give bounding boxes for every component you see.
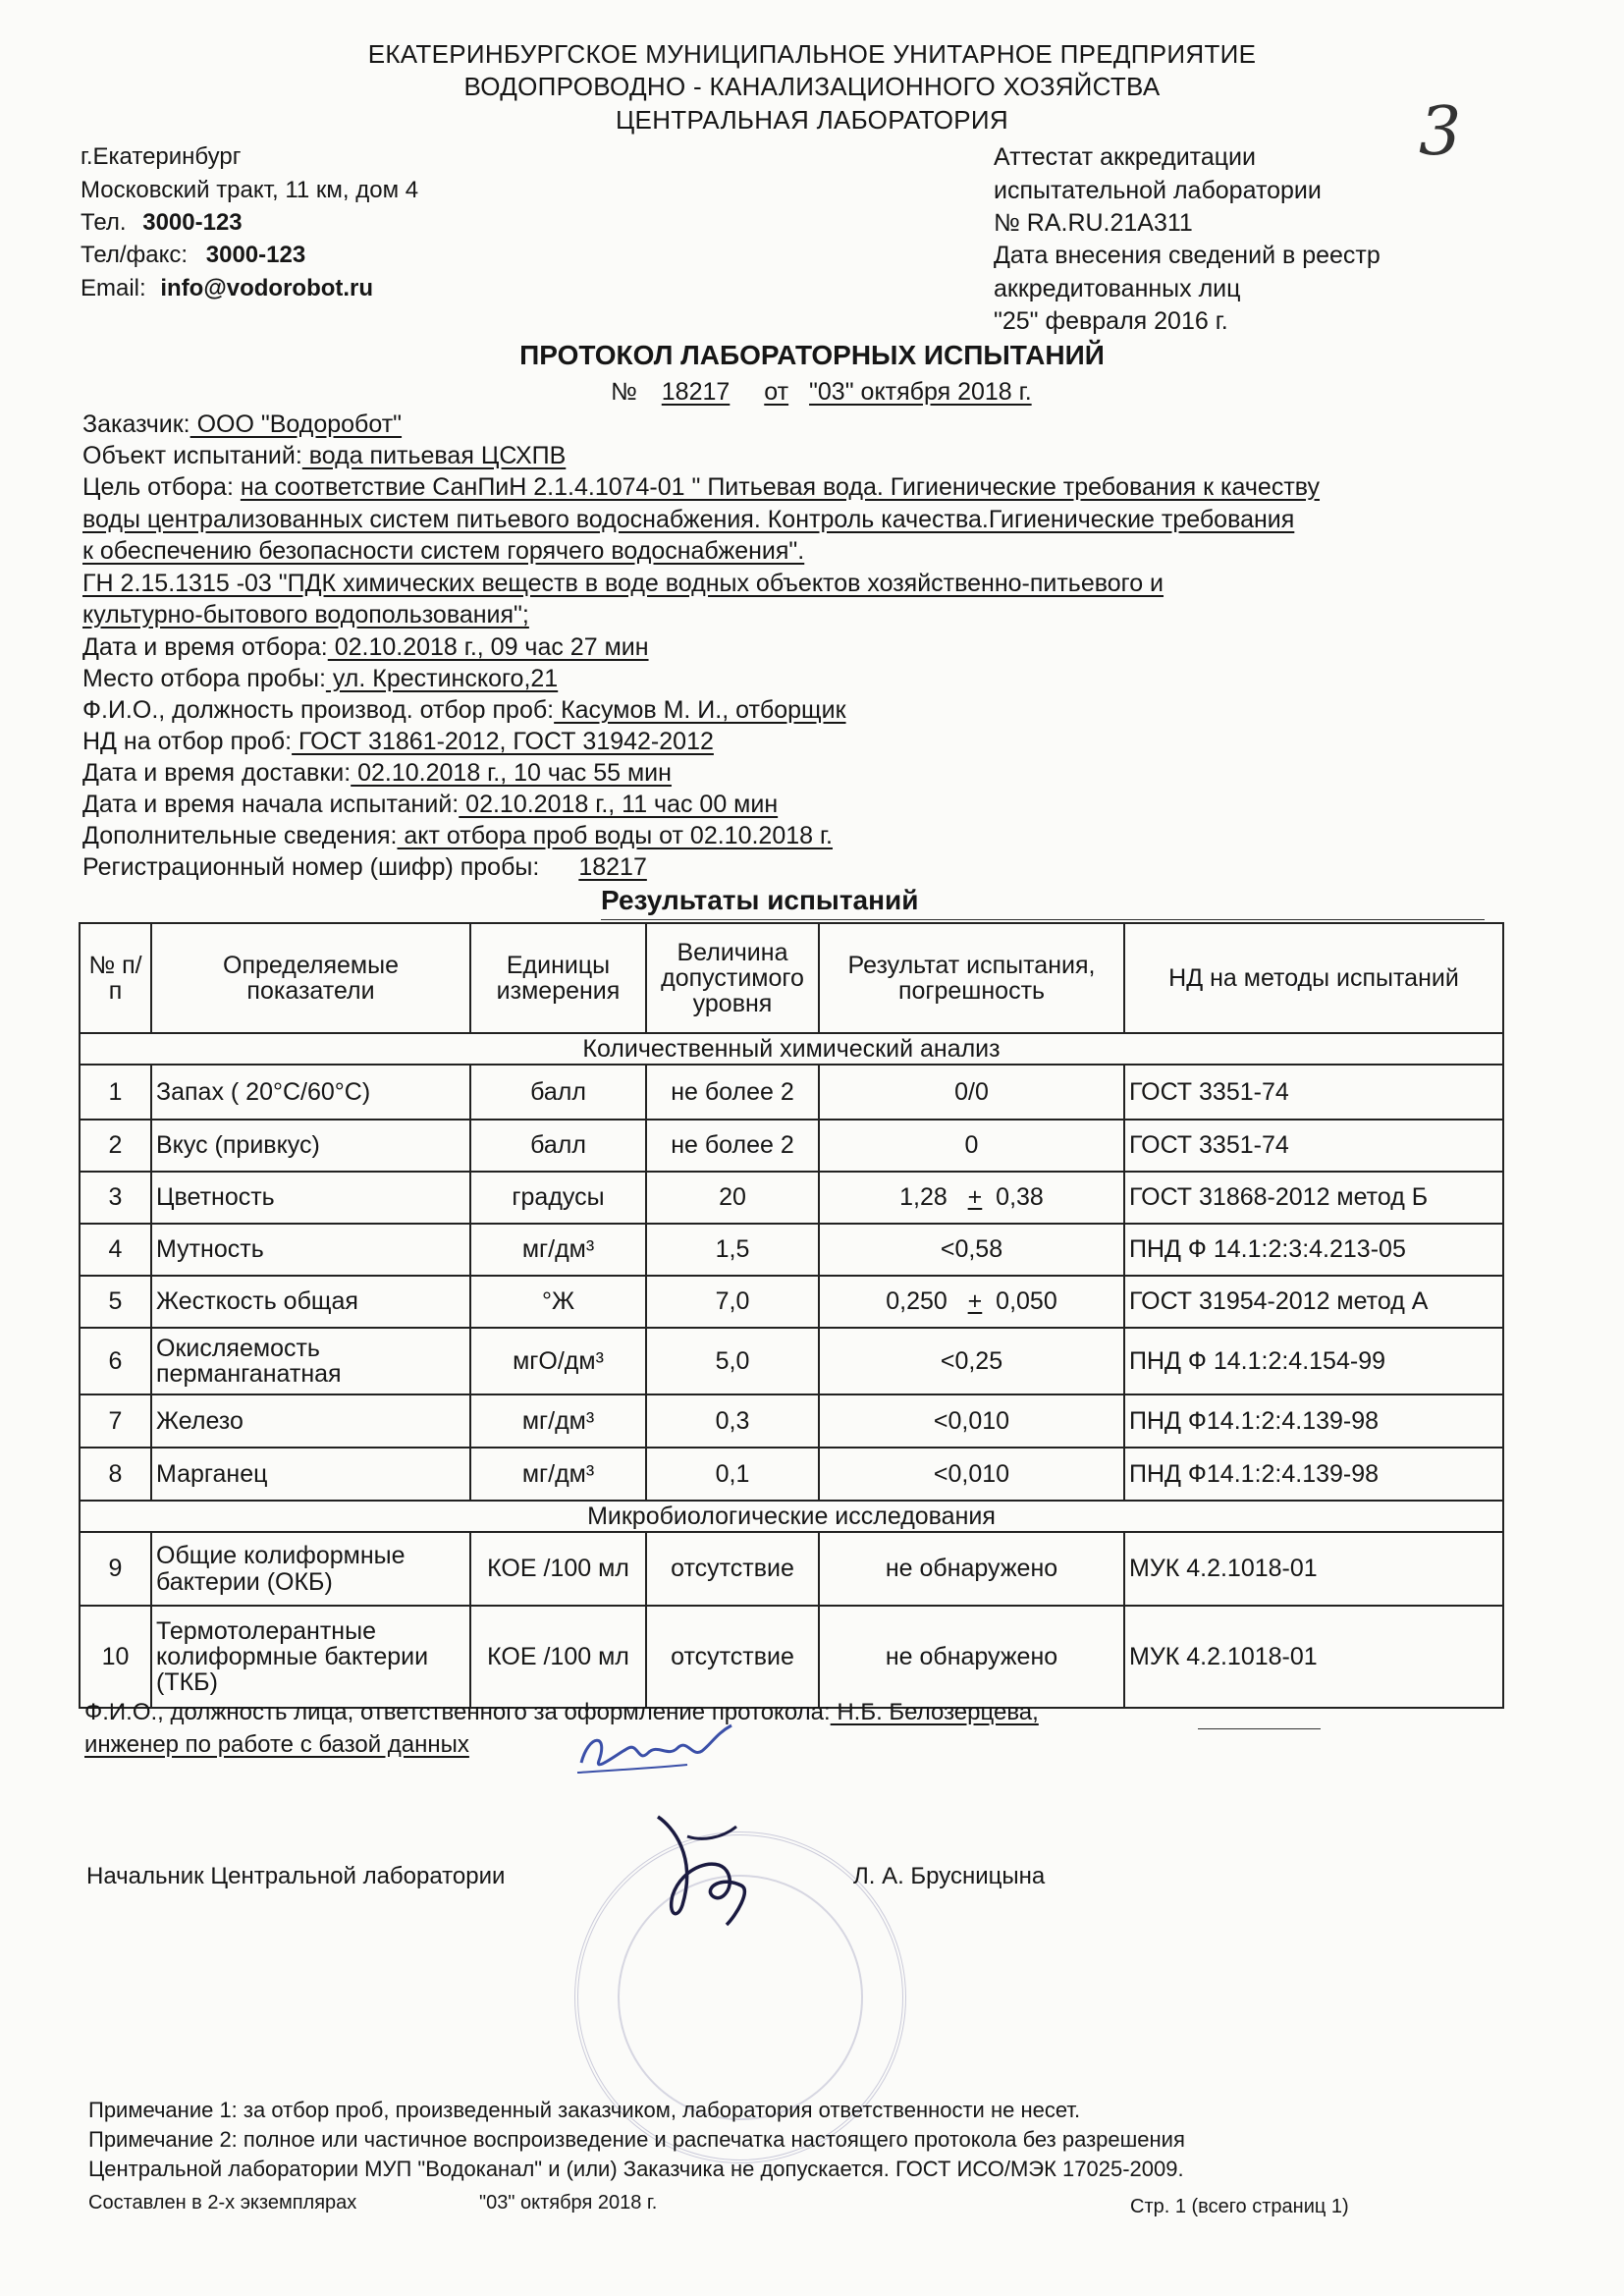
address-street: Московский тракт, 11 км, дом 4 <box>81 177 419 203</box>
test-start-label: Дата и время начала испытаний: <box>82 791 460 818</box>
section-row <box>80 1501 1503 1532</box>
head-name: Л. А. Брусницына <box>853 1863 1046 1889</box>
table-row <box>80 1394 1503 1448</box>
sampling-nd-label: НД на отбор проб: <box>82 728 293 755</box>
table-row <box>80 1224 1503 1276</box>
table-row <box>80 1532 1503 1606</box>
result-value: 0,250 <box>886 1287 947 1316</box>
table-row <box>80 1065 1503 1120</box>
row-param: Цветность <box>151 1172 470 1224</box>
note-2b: Центральной лаборатории МУП "Водоканал" и (или) Заказчика не допускается. ГОСТ ИСО/МЭК 17025-2009. <box>88 2157 1184 2181</box>
sampling-datetime-label: Дата и время отбора: <box>82 633 328 661</box>
row-limit: 0,1 <box>646 1448 819 1501</box>
header-result: Результат испытания, погрешность <box>819 923 1124 1033</box>
responsible-signature <box>569 1714 746 1782</box>
address-city: г.Екатеринбург <box>81 143 242 170</box>
accreditation-number: № RA.RU.21A311 <box>994 209 1193 237</box>
object-value: вода питьевая ЦСХПВ <box>301 442 567 469</box>
row-limit: не более 2 <box>646 1065 819 1120</box>
row-method: МУК 4.2.1018-01 <box>1124 1532 1503 1606</box>
row-param: Мутность <box>151 1224 470 1276</box>
accreditation-line4: Дата внесения сведений в реестр <box>994 242 1380 269</box>
table-row <box>80 1276 1503 1328</box>
row-param: Термотолерантные колиформные бактерии (ТКБ) <box>151 1606 470 1708</box>
purpose-line3: к обеспечению безопасности систем горячего водоснабжения". <box>82 537 805 565</box>
row-no: 6 <box>80 1328 151 1394</box>
table-row <box>80 1606 1503 1708</box>
row-result: не обнаружено <box>819 1606 1124 1708</box>
row-method: ГОСТ 3351-74 <box>1124 1120 1503 1172</box>
header-no: № п/п <box>80 923 151 1033</box>
purpose-line5: культурно-бытового водопользования"; <box>82 601 529 629</box>
sampling-datetime-value: 02.10.2018 г., 09 час 27 мин <box>327 633 649 661</box>
table-header-row <box>80 923 1503 1033</box>
reg-number-label: Регистрационный номер (шифр) пробы: <box>82 853 540 881</box>
row-method: ПНД Ф 14.1:2:4.154-99 <box>1124 1328 1503 1394</box>
row-no: 1 <box>80 1065 151 1120</box>
row-param: Железо <box>151 1394 470 1448</box>
row-unit: балл <box>470 1120 646 1172</box>
protocol-number: 18217 <box>661 378 731 406</box>
row-no: 7 <box>80 1394 151 1448</box>
purpose-line2: воды централизованных систем питьевого водоснабжения. Контроль качества.Гигиенические требования <box>82 506 1295 533</box>
results-title-rule <box>601 919 1485 920</box>
row-result <box>819 1276 1124 1328</box>
fax-value: 3000-123 <box>205 242 306 268</box>
responsible-rule <box>1198 1728 1321 1729</box>
result-error: 0,38 <box>996 1183 1044 1212</box>
row-result: 0 <box>819 1120 1124 1172</box>
protocol-title: ПРОТОКОЛ ЛАБОРАТОРНЫХ ИСПЫТАНИЙ <box>519 340 1105 370</box>
head-signature <box>628 1797 776 1935</box>
row-limit: 7,0 <box>646 1276 819 1328</box>
purpose-line1: на соответствие СанПиН 2.1.4.1074-01 " Питьевая вода. Гигиенические требования к качеству <box>240 473 1321 501</box>
result-error: 0,050 <box>996 1287 1057 1316</box>
reg-number-value: 18217 <box>578 853 647 881</box>
row-unit: мг/дм³ <box>470 1394 646 1448</box>
customer-label: Заказчик: <box>82 410 190 438</box>
section-microbiology: Микробиологические исследования <box>80 1501 1503 1532</box>
row-method: ПНД Ф14.1:2:4.139-98 <box>1124 1394 1503 1448</box>
accreditation-line5: аккредитованных лиц <box>994 275 1241 302</box>
lab-name: ЦЕНТРАЛЬНАЯ ЛАБОРАТОРИЯ <box>616 105 1008 135</box>
results-table <box>79 922 1504 1709</box>
note-2a: Примечание 2: полное или частичное воспроизведение и распечатка настоящего протокола без разрешения <box>88 2127 1185 2152</box>
fax-label: Тел/факс: <box>81 242 189 268</box>
footer-copies: Составлен в 2-х экземплярах <box>88 2192 357 2214</box>
row-method: ПНД Ф 14.1:2:3:4.213-05 <box>1124 1224 1503 1276</box>
head-title: Начальник Центральной лаборатории <box>86 1863 506 1889</box>
row-limit: отсутствие <box>646 1532 819 1606</box>
protocol-no-label: № <box>611 378 637 406</box>
extra-info-value: акт отбора проб воды от 02.10.2018 г. <box>397 822 833 849</box>
responsible-name: Н.Б. Белозерцева, <box>830 1699 1039 1725</box>
table-row <box>80 1120 1503 1172</box>
accreditation-date: "25" февраля 2016 г. <box>994 307 1228 335</box>
row-unit: балл <box>470 1065 646 1120</box>
row-result: <0,010 <box>819 1394 1124 1448</box>
purpose-label: Цель отбора: <box>82 473 241 501</box>
row-limit: не более 2 <box>646 1120 819 1172</box>
row-no: 4 <box>80 1224 151 1276</box>
sampler-label: Ф.И.О., должность производ. отбор проб: <box>82 696 555 724</box>
customer-value: ООО "Водоробот" <box>189 410 403 438</box>
row-param: Жесткость общая <box>151 1276 470 1328</box>
section-chemical: Количественный химический анализ <box>80 1033 1503 1065</box>
note-1: Примечание 1: за отбор проб, произведенный заказчиком, лаборатория ответственности не несет. <box>88 2098 1081 2122</box>
row-method: ГОСТ 31954-2012 метод А <box>1124 1276 1503 1328</box>
row-unit: мг/дм³ <box>470 1224 646 1276</box>
row-limit: 5,0 <box>646 1328 819 1394</box>
row-unit: мг/дм³ <box>470 1448 646 1501</box>
row-no: 9 <box>80 1532 151 1606</box>
table-row <box>80 1172 1503 1224</box>
org-name-line2: ВОДОПРОВОДНО - КАНАЛИЗАЦИОННОГО ХОЗЯЙСТВА <box>463 72 1161 101</box>
header-method: НД на методы испытаний <box>1124 923 1503 1033</box>
delivery-label: Дата и время доставки: <box>82 759 352 787</box>
row-no: 10 <box>80 1606 151 1708</box>
row-result: 0/0 <box>819 1065 1124 1120</box>
footer-date: "03" октября 2018 г. <box>479 2192 658 2214</box>
row-unit: °Ж <box>470 1276 646 1328</box>
email-value: info@vodorobot.ru <box>160 275 374 301</box>
phone-label: Тел. <box>81 209 127 236</box>
row-param: Запах ( 20°С/60°С) <box>151 1065 470 1120</box>
row-param: Общие колиформные бактерии (ОКБ) <box>151 1532 470 1606</box>
sampling-place-value: ул. Крестинского,21 <box>325 665 559 692</box>
header-param: Определяемые показатели <box>151 923 470 1033</box>
row-unit: КОЕ /100 мл <box>470 1532 646 1606</box>
accreditation-line2: испытательной лаборатории <box>994 177 1322 204</box>
row-no: 8 <box>80 1448 151 1501</box>
row-result: <0,010 <box>819 1448 1124 1501</box>
row-param: Окисляемость перманганатная <box>151 1328 470 1394</box>
row-method: ПНД Ф14.1:2:4.139-98 <box>1124 1448 1503 1501</box>
table-row <box>80 1328 1503 1394</box>
row-no: 3 <box>80 1172 151 1224</box>
row-limit: 1,5 <box>646 1224 819 1276</box>
row-method: ГОСТ 3351-74 <box>1124 1065 1503 1120</box>
sampling-place-label: Место отбора пробы: <box>82 665 326 692</box>
row-limit: 20 <box>646 1172 819 1224</box>
row-param: Вкус (привкус) <box>151 1120 470 1172</box>
results-title: Результаты испытаний <box>601 885 919 915</box>
test-start-value: 02.10.2018 г., 11 час 00 мин <box>459 791 779 818</box>
responsible-label: Ф.И.О., должность лица, ответственного за оформление протокола: <box>84 1699 831 1725</box>
row-unit: мгО/дм³ <box>470 1328 646 1394</box>
responsible-position: инженер по работе с базой данных <box>84 1731 469 1758</box>
row-param: Марганец <box>151 1448 470 1501</box>
plus-minus-sign: + <box>967 1287 983 1316</box>
phone-value: 3000-123 <box>142 209 243 236</box>
footer-page: Стр. 1 (всего страниц 1) <box>1130 2196 1349 2217</box>
email-label: Email: <box>81 275 146 301</box>
accreditation-line1: Аттестат аккредитации <box>994 143 1256 171</box>
purpose-line4: ГН 2.15.1315 -03 "ПДК химических веществ в воде водных объектов хозяйственно-питьевого и <box>82 570 1164 597</box>
result-value: 1,28 <box>899 1183 947 1212</box>
row-unit: КОЕ /100 мл <box>470 1606 646 1708</box>
extra-info-label: Дополнительные сведения: <box>82 822 398 849</box>
page-mark: 3 <box>1419 93 1462 171</box>
row-method: МУК 4.2.1018-01 <box>1124 1606 1503 1708</box>
protocol-date-label: от <box>764 378 789 406</box>
row-unit: градусы <box>470 1172 646 1224</box>
row-result <box>819 1172 1124 1224</box>
header-limit: Величина допустимого уровня <box>646 923 819 1033</box>
sampling-nd-value: ГОСТ 31861-2012, ГОСТ 31942-2012 <box>292 728 714 755</box>
row-result: не обнаружено <box>819 1532 1124 1606</box>
row-no: 2 <box>80 1120 151 1172</box>
object-label: Объект испытаний: <box>82 442 302 469</box>
row-no: 5 <box>80 1276 151 1328</box>
row-limit: отсутствие <box>646 1606 819 1708</box>
section-row <box>80 1033 1503 1065</box>
delivery-value: 02.10.2018 г., 10 час 55 мин <box>351 759 672 787</box>
row-limit: 0,3 <box>646 1394 819 1448</box>
protocol-date: "03" октября 2018 г. <box>809 378 1032 406</box>
plus-minus-sign: + <box>967 1183 983 1212</box>
row-result: <0,25 <box>819 1328 1124 1394</box>
table-row <box>80 1448 1503 1501</box>
sampler-value: Касумов М. И., отборщик <box>554 696 846 724</box>
header-unit: Единицы измерения <box>470 923 646 1033</box>
row-method: ГОСТ 31868-2012 метод Б <box>1124 1172 1503 1224</box>
row-result: <0,58 <box>819 1224 1124 1276</box>
org-name-line1: ЕКАТЕРИНБУРГСКОЕ МУНИЦИПАЛЬНОЕ УНИТАРНОЕ ПРЕДПРИЯТИЕ <box>367 39 1257 69</box>
